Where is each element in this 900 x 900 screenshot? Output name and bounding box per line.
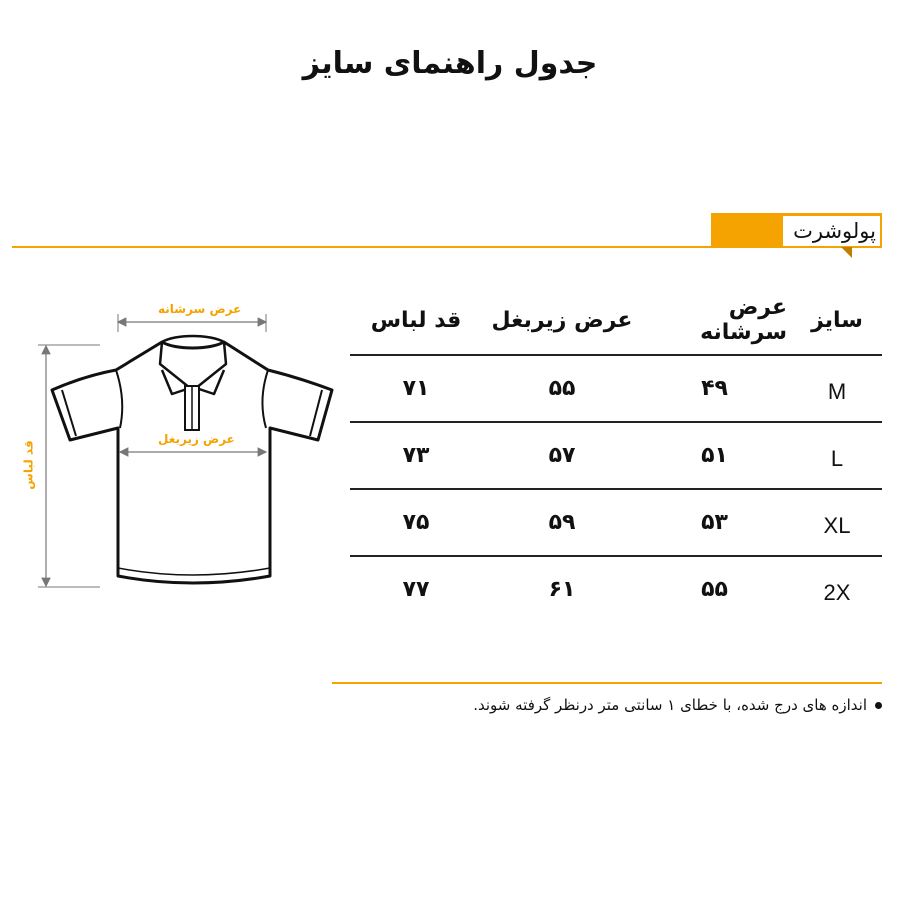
cell-length: ۷۳ <box>402 443 430 468</box>
cell-chest: ۵۷ <box>548 443 576 468</box>
cell-size: M <box>827 378 847 404</box>
cell-size: XL <box>823 512 851 538</box>
header-shoulder: عرض سرشانه <box>700 295 787 345</box>
section-label: پولوشرت <box>783 216 880 246</box>
shoulder-width-label: عرض سرشانه <box>158 302 242 316</box>
length-label: قد لباس <box>21 440 36 490</box>
cell-size: L <box>830 445 844 471</box>
cell-chest: ۶۱ <box>548 577 576 602</box>
cell-chest: ۵۹ <box>548 510 576 535</box>
table-row <box>350 488 882 555</box>
page-title: جدول راهنمای سایز <box>302 46 598 81</box>
section-tab-fold <box>841 247 852 258</box>
chest-width-label: عرض زیربغل <box>158 432 235 446</box>
header-length: قد لباس <box>370 307 462 333</box>
cell-length: ۷۱ <box>402 376 430 401</box>
table-row <box>350 354 882 421</box>
cell-size: 2X <box>823 579 851 605</box>
note-text: اندازه های درج شده، با خطای ۱ سانتی متر درنظر گرفته شوند. <box>473 696 867 714</box>
measurement-note <box>473 696 882 714</box>
cell-shoulder: ۴۹ <box>701 376 728 401</box>
table-header <box>350 290 882 354</box>
polo-shirt-icon <box>0 290 340 610</box>
header-chest: عرض زیربغل <box>491 307 633 333</box>
bullet-dot-icon <box>875 702 882 709</box>
footer-divider <box>332 682 882 684</box>
table-row <box>350 421 882 488</box>
cell-shoulder: ۵۳ <box>701 510 728 535</box>
size-table <box>350 290 882 622</box>
cell-chest: ۵۵ <box>548 376 576 401</box>
header-size: سایز <box>811 307 863 333</box>
cell-shoulder: ۵۵ <box>701 577 728 602</box>
cell-length: ۷۷ <box>402 577 430 602</box>
cell-shoulder: ۵۱ <box>701 443 728 468</box>
table-row <box>350 555 882 622</box>
shirt-diagram <box>0 290 340 610</box>
cell-length: ۷۵ <box>402 510 430 535</box>
